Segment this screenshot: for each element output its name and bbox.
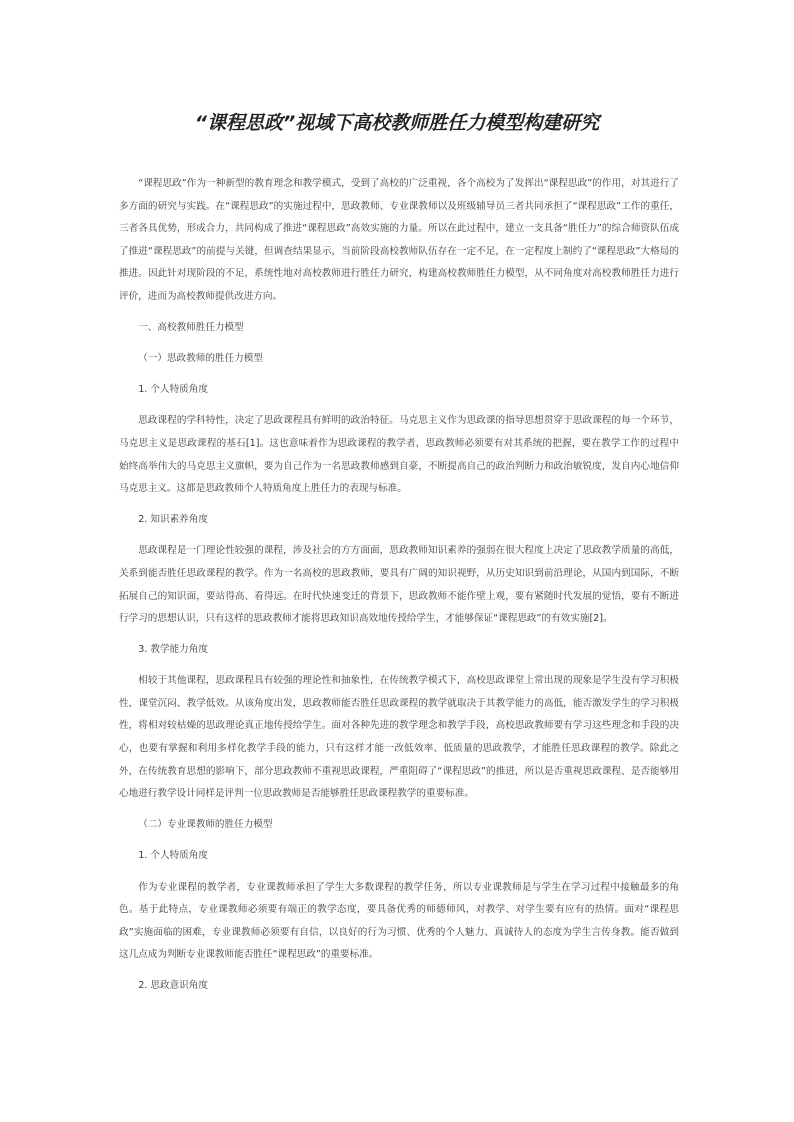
point-heading-1-3: 3. 教学能力角度: [138, 644, 208, 656]
paragraph-specialist-traits: 作为专业课程的教学者，专业课教师承担了学生大多数课程的教学任务，所以专业课教师是与学生在学习过程中接触最多的角色。基于此特点，专业课教师必须要有端正的教学态度，要具备优秀的师德师风，对教学、对学生要有应有的热情。面对“课程思政”实施面临的困难，专业课教师必须要有自信，以良好的行为习惯、优秀的个人魅力、真诚待人的态度为学生言传身教。能否做到这几点成为判断专业课教师能否胜任“课程思政”的重要标准。: [119, 881, 679, 961]
paper-title: “课程思政”视域下高校教师胜任力模型构建研究: [194, 112, 600, 134]
section-heading-1: 一、高校教师胜任力模型: [138, 322, 244, 334]
paragraph-knowledge: 思政课程是一门理论性较强的课程，涉及社会的方方面面，思政教师知识素养的强弱在很大程度上决定了思政教学质量的高低，关系到能否胜任思政课程的教学。作为一名高校的思政教师，要具有广阔的知识视野，从历史知识到前沿理论，从国内到国际，不断拓展自己的知识面，要站得高、看得远。在时代快速变迁的背景下，思政教师不能作壁上观，要有紧随时代发展的觉悟，要有不断进行学习的思想认识，只有这样的思政教师才能将思政知识高效地传授给学生，才能够保证“课程思政”的有效实施[2]。: [119, 545, 679, 625]
paragraph-personal-traits: 思政课程的学科特性，决定了思政课程具有鲜明的政治特征。马克思主义作为思政课的指导思想贯穿于思政课程的每一个环节，马克思主义是思政课程的基石[1]。这也意味着作为思政课程的教学者，思政教师必须要有对其系统的把握，要在教学工作的过程中始终高举伟大的马克思主义旗帜，要为自己作为一名思政教师感到自豪，不断提高自己的政治判断力和政治敏锐度，发自内心地信仰马克思主义。这都是思政教师个人特质角度上胜任力的表现与标准。: [119, 415, 679, 495]
intro-paragraph: “课程思政”作为一种新型的教育理念和教学模式，受到了高校的广泛重视，各个高校为了发挥出“课程思政”的作用，对其进行了多方面的研究与实践。在“课程思政”的实施过程中，思政教师、专业课教师以及班级辅导员三者共同承担了“课程思政”工作的重任，三者各具优势，形成合力，共同构成了推进“课程思政”高效实施的力量。所以在此过程中，建立一支具备“胜任力”的综合师资队伍成了推进“课程思政”的前提与关键，但调查结果显示，当前阶段高校教师队伍存在一定不足，在一定程度上制约了“课程思政”大格局的推进。因此针对现阶段的不足，系统性地对高校教师进行胜任力研究，构建高校教师胜任力模型，从不同角度对高校教师胜任力进行评价，进而为高校教师提供改进方向。: [119, 178, 679, 302]
paragraph-teaching-ability: 相较于其他课程，思政课程具有较强的理论性和抽象性，在传统教学模式下，高校思政课堂上常出现的现象是学生没有学习积极性，课堂沉闷、教学低效。从该角度出发，思政教师能否胜任思政课程的教学就取决于其教学能力的高低，能否激发学生的学习积极性，将相对较枯燥的思政理论真正地传授给学生。面对各种先进的教学理念和教学手段，高校思政教师要有学习这些理念和手段的决心，也要有掌握和利用多样化教学手段的能力，只有这样才能一改低效率、低质量的思政教学，才能胜任思政课程的教学。除此之外，在传统教育思想的影响下，部分思政教师不重视思政课程，严重阻碍了“课程思政”的推进，所以是否重视思政课程、是否能够用心地进行教学设计同样是评判一位思政教师是否能够胜任思政课程教学的重要标准。: [119, 675, 679, 800]
point-heading-1-1: 1. 个人特质角度: [138, 384, 208, 396]
point-heading-2-2: 2. 思政意识角度: [138, 980, 208, 992]
subsection-heading-2: （二）专业课教师的胜任力模型: [138, 819, 273, 831]
paper-body: [119, 173, 679, 1007]
subsection-heading-1: （一）思政教师的胜任力模型: [138, 353, 263, 365]
point-heading-1-2: 2. 知识素养角度: [138, 514, 208, 526]
point-heading-2-1: 1. 个人特质角度: [138, 850, 208, 862]
